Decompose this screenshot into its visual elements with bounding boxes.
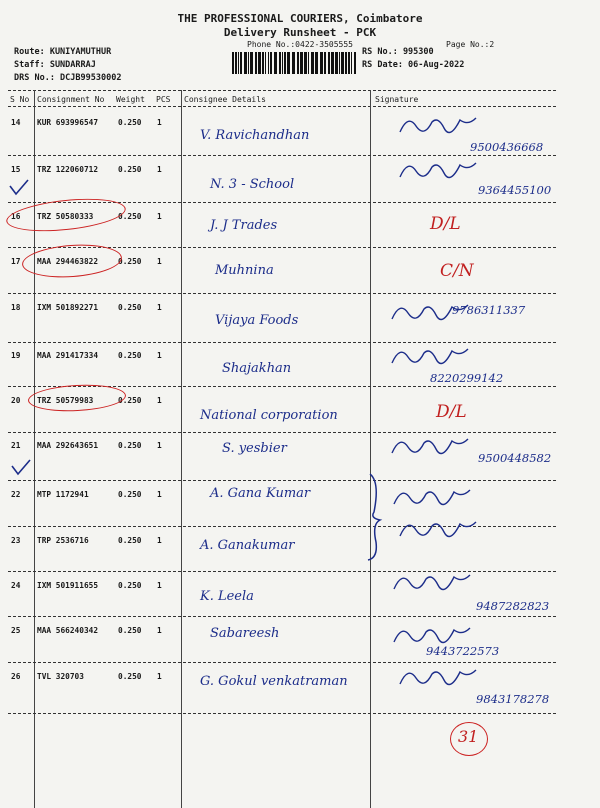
col-header-pcs: PCS [156,95,171,104]
header-rule [8,106,556,107]
row-signature-phone: 9500436668 [470,140,544,154]
signature-scribble [398,157,478,183]
row-sno: 14 [11,118,21,127]
row-sno: 16 [11,212,21,221]
row-weight: 0.250 [118,626,142,635]
route-label: Route: KUNIYAMUTHUR [14,47,112,57]
col-header-weight: Weight [116,95,145,104]
row-weight: 0.250 [118,672,142,681]
company-title: THE PROFESSIONAL COURIERS, Coimbatore [177,12,423,25]
row-consignment-no: TRZ 50580333 [37,212,94,221]
row-consignee-handwritten: V. Ravichandhan [200,128,310,143]
row-divider [8,432,556,433]
row-weight: 0.250 [118,396,142,405]
row-pcs: 1 [157,536,162,545]
row-weight: 0.250 [118,118,142,127]
col-divider [34,90,35,808]
row-divider [8,662,556,663]
col-header-sno: S No [10,95,30,104]
page-count: 31 [458,727,479,746]
row-consignment-no: MAA 291417334 [37,351,99,360]
row-pcs: 1 [157,441,162,450]
row-consignee-handwritten: Muhnina [215,263,274,278]
row-consignee-handwritten: S. yesbier [222,441,287,456]
check-mark [10,458,32,476]
row-weight: 0.250 [118,441,142,450]
row-signature-phone: 9487282823 [476,599,550,613]
row-consignee-handwritten: Sabareesh [210,626,280,641]
row-weight: 0.250 [118,351,142,360]
row-sno: 18 [11,303,21,312]
row-consignee-handwritten: A. Gana Kumar [210,486,311,501]
drs-number: DRS No.: DCJB99530002 [14,73,122,83]
runsheet-title: Delivery Runsheet - PCK [223,26,377,39]
row-signature-phone: 8220299142 [430,371,504,385]
row-consignment-no: IXM 501892271 [37,303,99,312]
row-consignment-no: KUR 693996547 [37,118,99,127]
row-consignee-handwritten: Shajakhan [222,361,292,376]
row-consignee-handwritten: Vijaya Foods [215,313,299,328]
row-divider [8,616,556,617]
col-divider [181,90,182,808]
highlight-circle [5,194,127,236]
row-weight: 0.250 [118,536,142,545]
row-signature-phone: 9786311337 [452,303,526,317]
row-consignee-handwritten: K. Leela [200,589,254,604]
table-top-rule [8,90,556,91]
phone-number: Phone No.:0422-3505555 [247,40,353,49]
row-weight: 0.250 [118,165,142,174]
row-sno: 23 [11,536,21,545]
row-signature-phone: 9843178278 [476,692,550,706]
row-remark: C/N [440,261,474,281]
row-pcs: 1 [157,490,162,499]
row-consignment-no: TRZ 50579983 [37,396,94,405]
row-pcs: 1 [157,212,162,221]
barcode-image [232,52,360,74]
row-consignee-handwritten: N. 3 - School [210,177,295,192]
row-pcs: 1 [157,351,162,360]
row-consignee-handwritten: G. Gokul venkatraman [200,674,348,689]
row-consignee-handwritten: A. Ganakumar [200,538,295,553]
row-remark: D/L [436,402,467,422]
rs-date: RS Date: 06-Aug-2022 [362,60,465,70]
row-signature-phone: 9364455100 [478,183,552,197]
col-header-consignment: Consignment No [37,95,105,104]
row-pcs: 1 [157,303,162,312]
bracket-mark [366,472,386,562]
row-weight: 0.250 [118,212,142,221]
check-mark [8,178,30,196]
row-signature-phone: 9500448582 [478,451,552,465]
row-sno: 20 [11,396,21,405]
col-divider [370,90,371,808]
row-consignment-no: TRP 2536716 [37,536,89,545]
row-sno: 24 [11,581,21,590]
row-sno: 15 [11,165,21,174]
row-consignment-no: MTP 1172941 [37,490,89,499]
col-header-signature: Signature [375,95,419,104]
row-weight: 0.250 [118,581,142,590]
row-sno: 19 [11,351,21,360]
signature-scribble [392,622,472,648]
row-sno: 22 [11,490,21,499]
row-consignee-handwritten: National corporation [200,408,338,423]
row-pcs: 1 [157,626,162,635]
signature-scribble [392,569,472,595]
row-divider [8,293,556,294]
signature-scribble [390,299,470,325]
row-sno: 26 [11,672,21,681]
row-pcs: 1 [157,672,162,681]
signature-scribble [398,112,478,138]
signature-scribble [398,664,478,690]
row-sno: 17 [11,257,21,266]
row-consignment-no: TVL 320703 [37,672,84,681]
row-sno: 21 [11,441,21,450]
row-divider [8,571,556,572]
row-consignment-no: IXM 501911655 [37,581,99,590]
row-pcs: 1 [157,581,162,590]
row-consignee-handwritten: J. J Trades [210,218,278,233]
row-consignment-no: MAA 292643651 [37,441,99,450]
row-remark: D/L [430,214,461,234]
row-divider [8,342,556,343]
row-signature-phone: 9443722573 [426,644,500,658]
signature-scribble [390,433,470,459]
page-number: Page No.:2 [446,40,495,49]
row-divider [8,155,556,156]
highlight-circle [27,382,126,413]
signature-scribble [398,516,478,542]
row-divider [8,480,556,481]
staff-label: Staff: SUNDARRAJ [14,60,96,70]
col-header-consignee: Consignee Details [184,95,266,104]
row-pcs: 1 [157,118,162,127]
row-pcs: 1 [157,396,162,405]
signature-scribble [390,343,470,369]
row-pcs: 1 [157,257,162,266]
row-divider [8,713,556,714]
rs-number: RS No.: 995300 [362,47,434,57]
row-weight: 0.250 [118,303,142,312]
signature-scribble [392,484,472,510]
row-consignment-no: MAA 294463822 [37,257,99,266]
row-weight: 0.250 [118,257,142,266]
row-sno: 25 [11,626,21,635]
row-weight: 0.250 [118,490,142,499]
row-pcs: 1 [157,165,162,174]
row-consignment-no: TRZ 122060712 [37,165,99,174]
row-consignment-no: MAA 566240342 [37,626,99,635]
